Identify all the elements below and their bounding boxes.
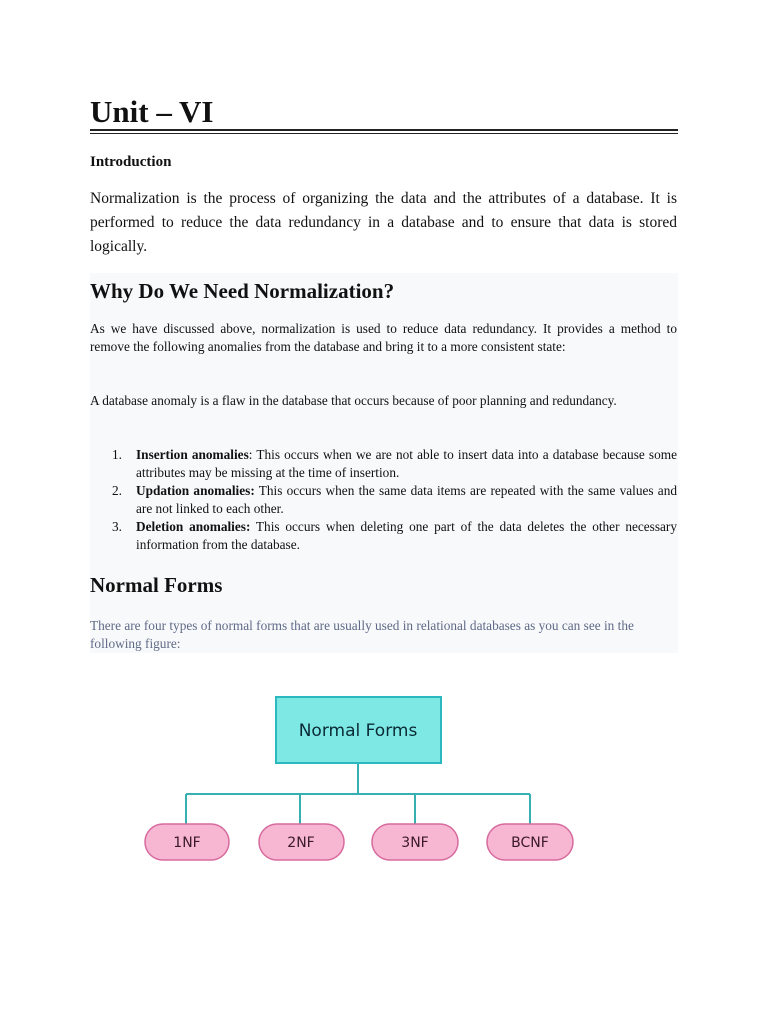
page-title: Unit – VI xyxy=(90,94,214,129)
list-item-term: Updation anomalies: xyxy=(136,483,255,498)
introduction-heading: Introduction xyxy=(90,154,172,170)
normal-forms-heading: Normal Forms xyxy=(90,573,223,597)
list-item-text: This occurs when the same data items are repeated with the same values and are not linked to each other. xyxy=(136,483,678,516)
list-item-number: 2. xyxy=(112,483,122,498)
list-item-term: Deletion anomalies: xyxy=(136,519,251,534)
why-normalization-paragraph: As we have discussed above, normalization is used to reduce data redundancy. It provides a method to remove the following anomalies from the database and bring it to a more consistent state: xyxy=(90,321,677,354)
list-item-number: 1. xyxy=(112,447,122,462)
node-2nf-label: 2NF xyxy=(287,835,315,851)
introduction-text: Normalization is the process of organizing the data and the attributes of a database. It is performed to reduce the data redundancy in a database and to ensure that data is stored logically. xyxy=(90,190,677,255)
list-item-text: : This occurs when we are not able to insert data into a database because some attributes may be missing at the time of insertion. xyxy=(136,447,677,480)
node-bcnf-label: BCNF xyxy=(511,835,549,851)
title-rule xyxy=(90,129,678,134)
root-node-label: Normal Forms xyxy=(298,721,418,741)
node-1nf-label: 1NF xyxy=(173,835,201,851)
anomaly-list xyxy=(90,446,677,554)
normal-forms-text: There are four types of normal forms that are usually used in relational databases as you can see in the following figure: xyxy=(90,618,634,651)
list-item-number: 3. xyxy=(112,519,122,534)
list-item xyxy=(90,518,677,554)
anomaly-definition-paragraph: A database anomaly is a flaw in the database that occurs because of poor planning and redundancy. xyxy=(90,393,617,408)
list-item-term: Insertion anomalies xyxy=(136,447,249,462)
normal-forms-diagram xyxy=(140,690,580,870)
list-item-text: This occurs when deleting one part of the data deletes the other necessary information from the database. xyxy=(136,519,677,552)
list-item xyxy=(90,446,677,482)
list-item xyxy=(90,482,677,518)
node-3nf-label: 3NF xyxy=(401,835,429,851)
why-normalization-heading: Why Do We Need Normalization? xyxy=(90,279,395,303)
diagram-connectors xyxy=(186,763,530,824)
